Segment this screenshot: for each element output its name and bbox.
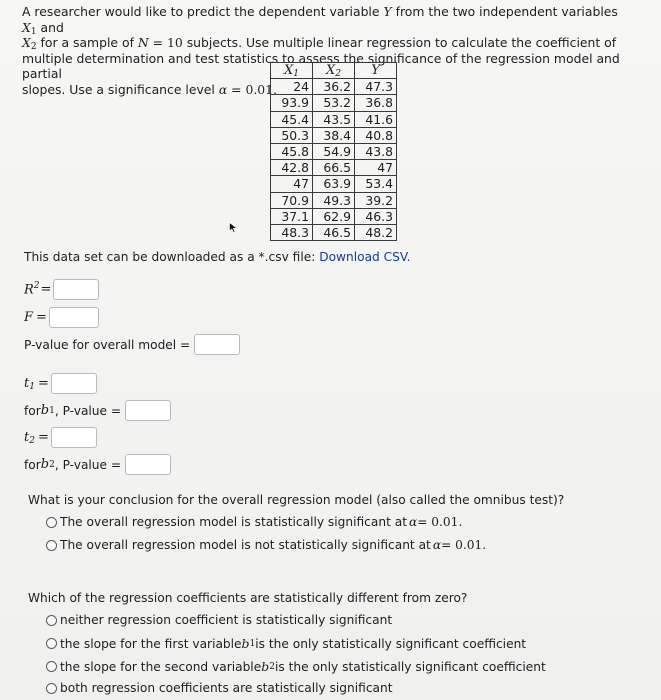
r2-input[interactable] — [53, 279, 99, 300]
cell: 43.5 — [313, 111, 355, 127]
download-text: This data set can be downloaded as a *.csv file: — [24, 250, 320, 264]
pvalue-b2-input[interactable] — [125, 454, 171, 475]
radio-button[interactable] — [46, 517, 57, 528]
question-omnibus: What is your conclusion for the overall regression model (also called the omnibus test)? — [28, 493, 565, 507]
b2-symbol: b — [261, 659, 270, 674]
cell: 54.9 — [313, 143, 355, 159]
option-neither-significant[interactable] — [46, 613, 392, 627]
pvalue-b1-row: for b 1 , P-value = — [24, 400, 171, 421]
intro-text: for a sample of — [36, 35, 138, 50]
cell: 48.3 — [271, 224, 313, 240]
option-b2-only[interactable]: the slope for the second variable b 2 is the only statistically significant coefficient — [46, 659, 546, 674]
radio-button[interactable] — [46, 540, 57, 551]
cell: 48.2 — [355, 224, 397, 240]
cell: 43.8 — [355, 143, 397, 159]
cell: 53.4 — [355, 176, 397, 192]
equals: = — [37, 376, 49, 391]
pvalue-b2-row: for b 2 , P-value = — [24, 454, 171, 475]
f-label: F — [24, 310, 34, 325]
pvalue-b1-label: for — [24, 403, 41, 418]
equals: = — [40, 282, 52, 297]
t2-label: $t_2$ — [24, 430, 35, 446]
equals: = — [36, 310, 47, 325]
var-n: N — [137, 35, 149, 50]
cell: 47 — [271, 176, 313, 192]
intro-text: slopes. Use a significance level — [22, 81, 219, 97]
cell: 45.8 — [271, 143, 313, 159]
pvalue-model-input[interactable] — [194, 334, 240, 355]
download-csv-link[interactable]: Download CSV. — [319, 250, 411, 264]
cell: 47 — [355, 160, 397, 176]
table-header-row — [271, 63, 397, 79]
option-text: is the only statistically significant coefficient — [274, 659, 546, 674]
intro-text: multiple determination and test statistics to assess the significance of the regression model and partial — [22, 50, 620, 81]
table-row — [271, 143, 397, 159]
header-x1: $X_1$ — [271, 63, 313, 79]
cell: 70.9 — [271, 192, 313, 208]
t1-label: $t_1$ — [24, 376, 35, 392]
b1-symbol: b — [241, 636, 250, 651]
pvalue-model-row — [24, 334, 240, 355]
option-text: neither regression coefficient is statistically significant — [60, 613, 393, 627]
table-row — [271, 111, 397, 127]
f-input[interactable] — [49, 307, 99, 328]
option-text: the slope for the first variable — [60, 636, 242, 651]
pvalue-model-label: P-value for overall model = — [24, 337, 191, 352]
header-y: Y — [355, 63, 397, 79]
option-text: the slope for the second variable — [60, 659, 262, 674]
pvalue-b2-label: for — [24, 457, 41, 472]
cell: 36.2 — [313, 79, 355, 95]
mouse-cursor-icon — [229, 222, 238, 233]
alpha-value: = 0.01. — [441, 538, 487, 552]
cell: 24 — [271, 79, 313, 95]
table-row — [271, 224, 397, 240]
var-y: Y — [383, 4, 392, 19]
cell: 50.3 — [271, 127, 313, 143]
header-x2: $X_2$ — [313, 63, 355, 79]
var-x1: X — [22, 19, 31, 35]
cell: 93.9 — [271, 95, 313, 111]
r2-row — [24, 279, 99, 300]
option-both-significant[interactable] — [46, 681, 393, 695]
b1-symbol: b — [40, 403, 50, 418]
option-model-significant[interactable] — [46, 515, 462, 529]
table-row — [271, 95, 397, 111]
cell: 42.8 — [271, 160, 313, 176]
intro-text: and — [36, 19, 64, 35]
f-row — [24, 307, 99, 328]
cell: 62.9 — [313, 208, 355, 224]
radio-button[interactable] — [46, 615, 57, 626]
cell: 40.8 — [355, 127, 397, 143]
t1-input[interactable] — [51, 373, 97, 394]
table-row — [271, 160, 397, 176]
t2-row — [24, 427, 97, 448]
pvalue-b1-input[interactable] — [125, 400, 171, 421]
intro-text: subjects. Use multiple linear regression to calculate the coefficient of — [182, 35, 617, 50]
pvalue-b2-label: , P-value = — [54, 457, 122, 472]
option-text: The overall regression model is not statistically significant at — [60, 538, 431, 552]
t2-input[interactable] — [51, 427, 97, 448]
data-table — [270, 62, 397, 241]
alpha-symbol: α — [408, 515, 418, 529]
alpha-symbol: α — [218, 81, 228, 97]
option-text: The overall regression model is statistically significant at — [60, 515, 407, 529]
alpha-value: = 0.01 — [227, 81, 274, 97]
radio-button[interactable] — [46, 638, 57, 649]
cell: 49.3 — [313, 192, 355, 208]
cell: 41.6 — [355, 111, 397, 127]
t1-row — [24, 373, 97, 394]
cell: 38.4 — [313, 127, 355, 143]
table-row — [271, 192, 397, 208]
var-n-value: = 10 — [148, 35, 183, 50]
intro-text: from the two independent variables — [391, 4, 618, 19]
option-model-not-significant[interactable] — [46, 538, 486, 552]
intro-text: A researcher would like to predict the dependent variable — [22, 4, 384, 19]
option-text: is the only statistically significant coefficient — [255, 636, 527, 651]
var-x2: X — [22, 35, 31, 50]
question-coefficients: Which of the regression coefficients are statistically different from zero? — [28, 591, 468, 605]
table-row — [271, 176, 397, 192]
cell: 39.2 — [355, 192, 397, 208]
r2-label: $R^2$ — [24, 281, 40, 298]
cell: 36.8 — [355, 95, 397, 111]
intro-text: . — [273, 81, 278, 97]
pvalue-b1-label: , P-value = — [54, 403, 122, 418]
cell: 63.9 — [313, 176, 355, 192]
cell: 45.4 — [271, 111, 313, 127]
download-line — [24, 250, 411, 264]
cell: 37.1 — [271, 208, 313, 224]
option-b1-only[interactable]: the slope for the first variable b 1 is the only statistically significant coefficient — [46, 636, 526, 651]
table-row — [271, 127, 397, 143]
alpha-symbol: α — [432, 538, 442, 552]
b2-symbol: b — [40, 457, 50, 472]
cell: 66.5 — [313, 160, 355, 176]
cell: 53.2 — [313, 95, 355, 111]
table-row — [271, 79, 397, 95]
var-x2-sub: 2 — [30, 42, 37, 52]
cell: 46.3 — [355, 208, 397, 224]
option-text: both regression coefficients are statistically significant — [60, 681, 393, 695]
equals: = — [37, 430, 49, 445]
radio-button[interactable] — [46, 683, 57, 694]
var-x1-sub: 1 — [30, 26, 37, 37]
radio-button[interactable] — [46, 661, 57, 672]
alpha-value: = 0.01. — [417, 515, 463, 529]
table-row — [271, 208, 397, 224]
cell: 46.5 — [313, 224, 355, 240]
cell: 47.3 — [355, 79, 397, 95]
